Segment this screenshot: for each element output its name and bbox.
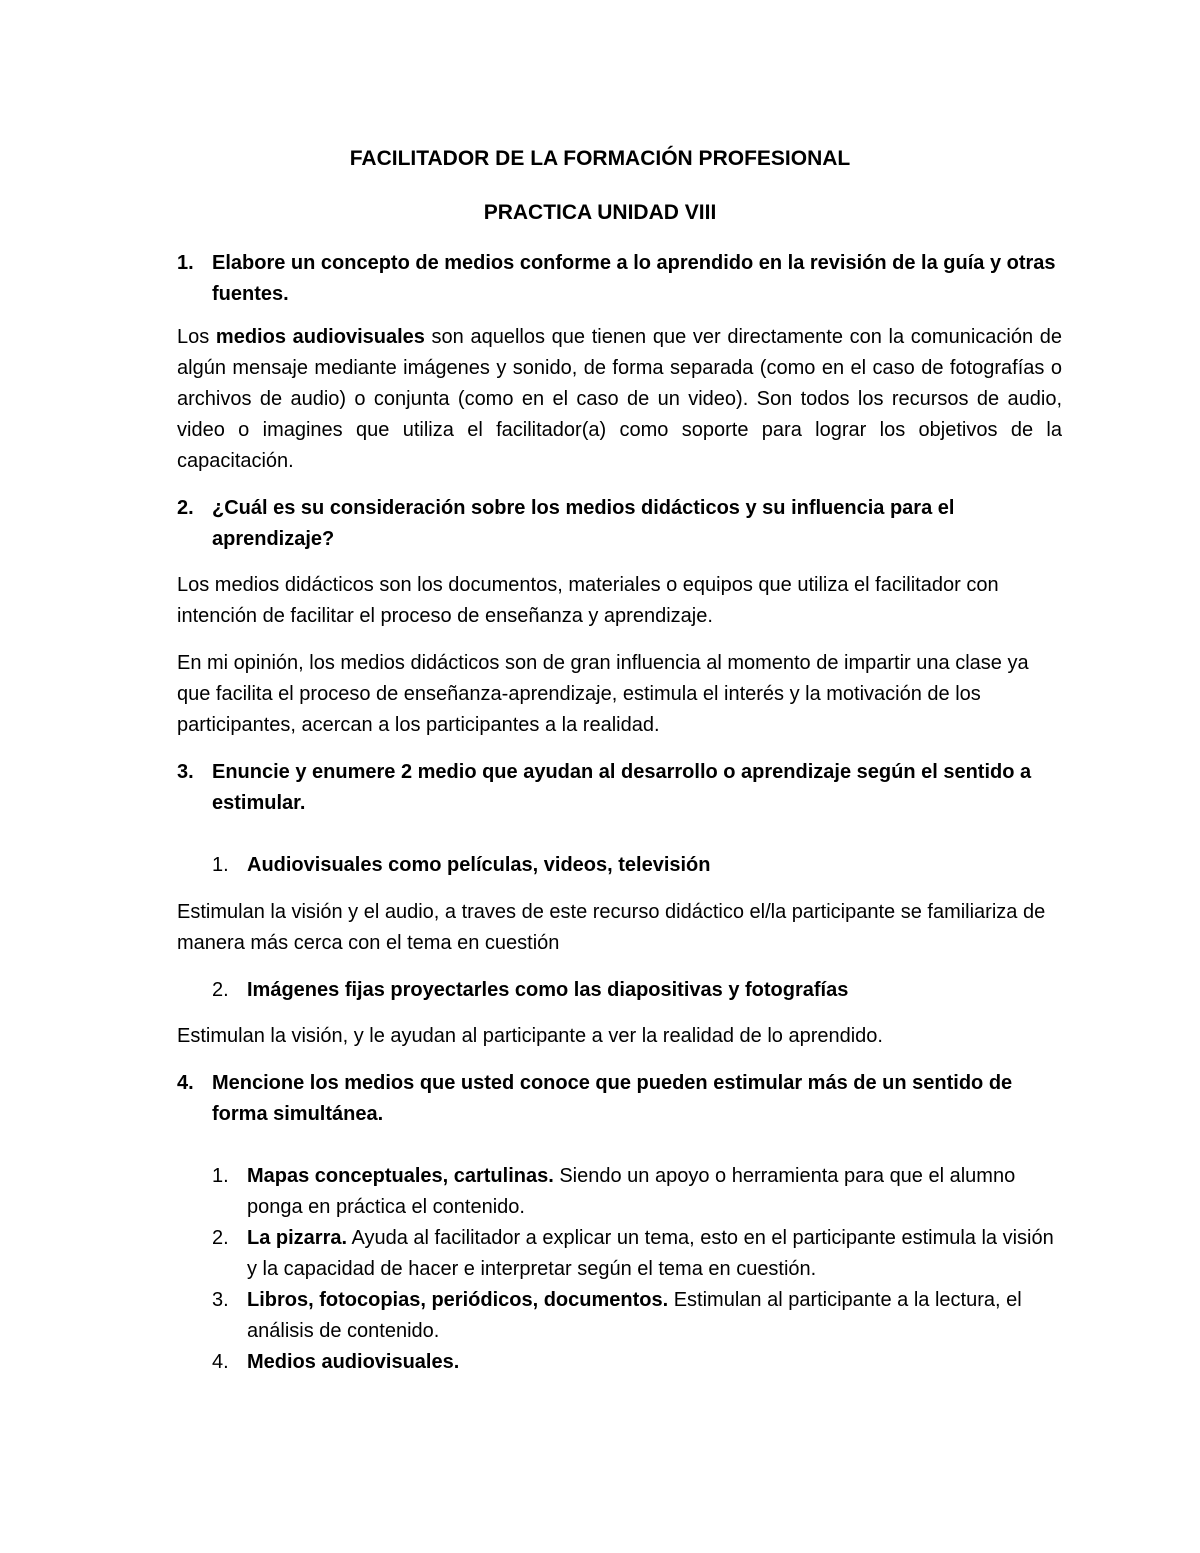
question-number: 4. [177, 1072, 194, 1094]
item-number: 4. [212, 1351, 229, 1373]
item-title: Imágenes fijas proyectarles como las diapositivas y fotografías [247, 979, 849, 1001]
item-description: Ayuda al facilitador a explicar un tema, esto en el participante estimula la visión y la capacidad de hacer e interpretar según el tema en cuestión. [247, 1227, 1054, 1280]
document-title: FACILITADOR DE LA FORMACIÓN PROFESIONAL [349, 147, 851, 170]
item-title: Mapas conceptuales, cartulinas. [247, 1165, 554, 1187]
q3-item-1-description: Estimulan la visión y el audio, a traves de este recurso didáctico el/la participante se familiariza de manera más cerca con el tema en cuestión [177, 901, 1046, 954]
question-2 [177, 493, 1062, 555]
q4-item-4 [212, 1347, 1062, 1378]
item-title: Libros, fotocopias, periódicos, documentos. [247, 1289, 669, 1311]
q4-item-3 [212, 1285, 1062, 1347]
item-title: La pizarra. [247, 1227, 348, 1249]
question-3 [177, 757, 1062, 819]
document-subtitle: PRACTICA UNIDAD VIII [483, 201, 717, 224]
q3-item-2-description: Estimulan la visión, y le ayudan al participante a ver la realidad de lo aprendido. [177, 1025, 883, 1047]
question-text: Mencione los medios que usted conoce que pueden estimular más de un sentido de forma simultánea. [212, 1072, 1013, 1125]
q4-item-1 [212, 1161, 1062, 1223]
question-text: ¿Cuál es su consideración sobre los medios didácticos y su influencia para el aprendizaje? [212, 497, 955, 550]
item-number: 2. [212, 1227, 229, 1249]
answer-2-paragraph-2: En mi opinión, los medios didácticos son de gran influencia al momento de impartir una clase ya que facilita el proceso de enseñanza-aprendizaje, estimula el interés y la motivación de los participantes, acercan a los participantes a la realidad. [177, 652, 1029, 736]
q3-item-2 [212, 975, 1062, 1006]
answer-highlight: medios audiovisuales [215, 326, 425, 348]
item-number: 3. [212, 1289, 229, 1311]
item-number: 1. [212, 1165, 229, 1187]
question-number: 1. [177, 252, 194, 274]
item-title: Audiovisuales como películas, videos, televisión [247, 854, 711, 876]
q4-item-2 [212, 1223, 1062, 1285]
item-title: Medios audiovisuales. [247, 1351, 460, 1373]
q3-item-1 [212, 850, 1062, 881]
question-1 [177, 248, 1062, 310]
item-description: Estimulan al participante a la lectura, el análisis de contenido. [247, 1289, 1022, 1342]
answer-rest: son aquellos que tienen que ver directamente con la comunicación de algún mensaje mediante imágenes y sonido, de forma separada (como en el caso de fotografías o archivos de audio) o conjunta (como en el caso de un video). Son todos los recursos de audio, video o imagines que utiliza el facilitador(a) como soporte para lograr los objetivos de la capacitación. [177, 326, 1062, 472]
question-text: Elabore un concepto de medios conforme a lo aprendido en la revisión de la guía y otras fuentes. [212, 252, 1056, 305]
question-number: 2. [177, 497, 194, 519]
question-number: 3. [177, 761, 194, 783]
item-description: Siendo un apoyo o herramienta para que el alumno ponga en práctica el contenido. [247, 1165, 1016, 1218]
answer-1 [177, 322, 1062, 477]
question-4 [177, 1068, 1062, 1130]
item-number: 1. [212, 854, 229, 876]
item-number: 2. [212, 979, 229, 1001]
answer-2-paragraph-1: Los medios didácticos son los documentos, materiales o equipos que utiliza el facilitador con intención de facilitar el proceso de enseñanza y aprendizaje. [177, 574, 999, 627]
question-text: Enuncie y enumere 2 medio que ayudan al desarrollo o aprendizaje según el sentido a estimular. [212, 761, 1032, 814]
answer-lead: Los [177, 326, 216, 348]
